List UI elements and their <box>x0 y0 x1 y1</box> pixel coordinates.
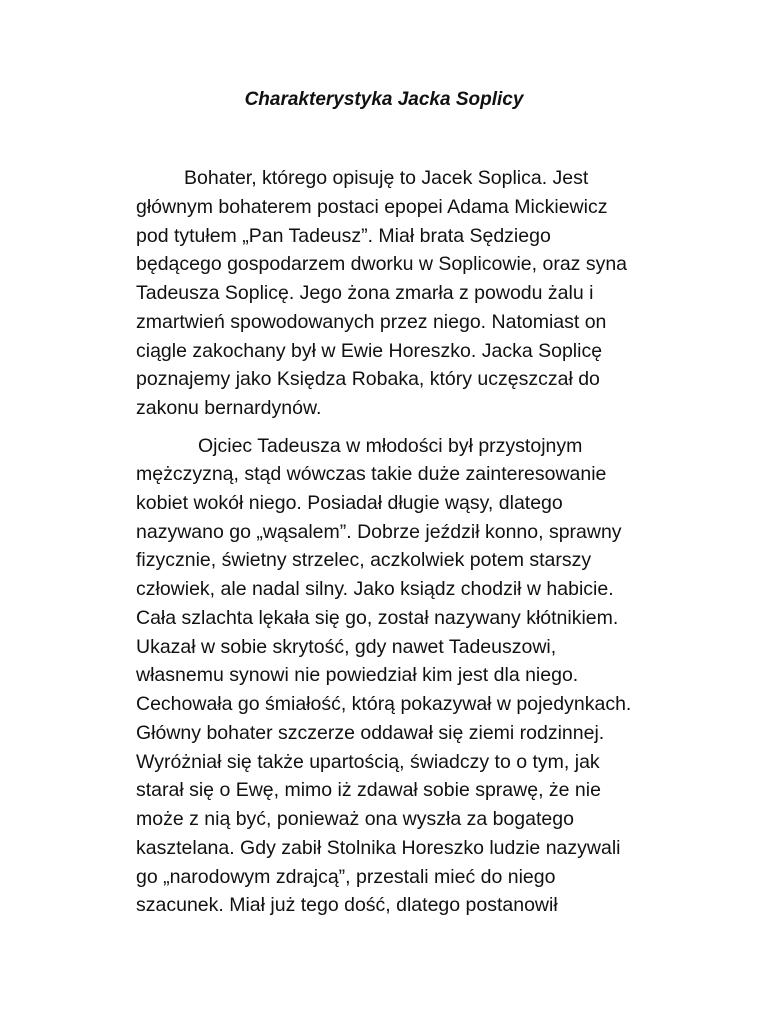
paragraph-1-line-9: zakonu bernardynów. <box>136 397 322 419</box>
paragraph-1-line-5: Tadeusza Soplicę. Jego żona zmarła z powodu żalu i <box>136 282 594 304</box>
paragraph-2-line-3: kobiet wokół niego. Posiadał długie wąsy, dlatego <box>136 492 563 514</box>
paragraph-2-line-9: własnemu synowi nie powiedział kim jest dla niego. <box>136 664 579 686</box>
paragraph-2-line-2: mężczyzną, stąd wówczas takie duże zainteresowanie <box>136 463 607 485</box>
paragraph-2-line-14: może z nią być, ponieważ ona wyszła za bogatego <box>136 808 574 830</box>
paragraph-2-line-1: Ojciec Tadeusza w młodości był przystojnym <box>198 435 583 457</box>
paragraph-2-line-10: Cechowała go śmiałość, którą pokazywał w pojedynkach. <box>136 693 632 715</box>
paragraph-2-line-17: szacunek. Miał już tego dość, dlatego postanowił <box>136 894 558 916</box>
paragraph-2-line-12: Wyróżniał się także upartością, świadczy to o tym, jak <box>136 751 600 773</box>
paragraph-2-line-6: człowiek, ale nadal silny. Jako ksiądz chodził w habicie. <box>136 578 614 600</box>
paragraph-2-line-13: starał się o Ewę, mimo iż zdawał sobie sprawę, że nie <box>136 779 601 801</box>
paragraph-2-line-15: kasztelana. Gdy zabił Stolnika Horeszko ludzie nazywali <box>136 837 621 859</box>
paragraph-1-line-3: pod tytułem „Pan Tadeusz”. Miał brata Sędziego <box>136 225 551 247</box>
paragraph-2-line-8: Ukazał w sobie skrytość, gdy nawet Tadeuszowi, <box>136 636 557 658</box>
paragraph-2-line-4: nazywano go „wąsalem”. Dobrze jeździł konno, sprawny <box>136 521 622 543</box>
paragraph-2-line-7: Cała szlachta lękała się go, został nazywany kłótnikiem. <box>136 607 619 629</box>
paragraph-2-line-5: fizycznie, świetny strzelec, aczkolwiek potem starszy <box>136 549 592 571</box>
paragraph-1-line-4: będącego gospodarzem dworku w Soplicowie, oraz syna <box>136 253 628 275</box>
document-title: Charakterystyka Jacka Soplicy <box>244 89 524 110</box>
paragraph-2-line-16: go „narodowym zdrajcą”, przestali mieć do niego <box>136 866 556 888</box>
paragraph-1-line-1: Bohater, którego opisuję to Jacek Soplica. Jest <box>184 167 589 189</box>
paragraph-1-line-6: zmartwień spowodowanych przez niego. Natomiast on <box>136 311 607 333</box>
paragraph-2-line-11: Główny bohater szczerze oddawał się ziemi rodzinnej. <box>136 722 605 744</box>
paragraph-1-line-8: poznajemy jako Księdza Robaka, który uczęszczał do <box>136 368 600 390</box>
paragraph-1-line-2: głównym bohaterem postaci epopei Adama Mickiewicz <box>136 196 608 218</box>
paragraph-1-line-7: ciągle zakochany był w Ewie Horeszko. Jacka Soplicę <box>136 340 603 362</box>
